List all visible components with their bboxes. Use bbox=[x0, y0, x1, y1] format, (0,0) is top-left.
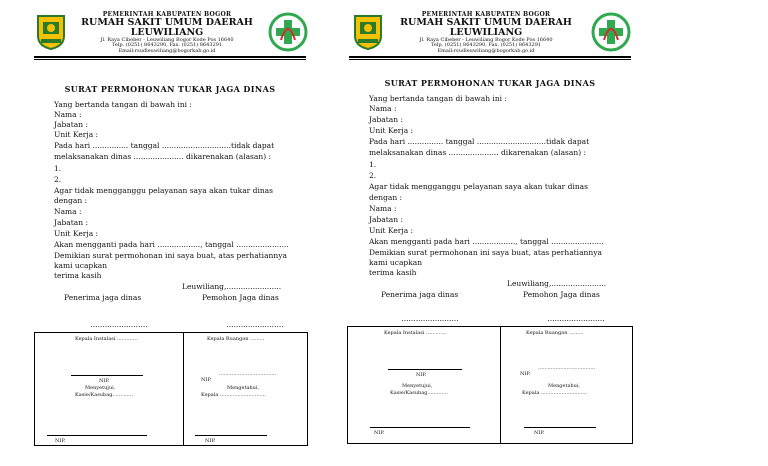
name-field-2: Nama : bbox=[54, 207, 82, 216]
approve-label: Menyetujui, bbox=[402, 383, 433, 389]
position-field-2: Jabatan : bbox=[54, 218, 88, 227]
head-division: Kasie/Kasubag............. bbox=[75, 392, 134, 398]
replace-line: Akan mengganti pada hari .................., tanggal ...................... bbox=[54, 240, 289, 249]
with-label: dengan : bbox=[369, 193, 403, 202]
letterhead-text bbox=[64, 12, 270, 54]
closing-line-2: kami ucapkan bbox=[54, 261, 108, 270]
applicant-signature-dots: ........................ bbox=[547, 314, 605, 323]
signature-dots-2: .................................... bbox=[219, 371, 277, 377]
head-division: Kasie/Kasubag............. bbox=[390, 390, 449, 396]
with-label: dengan : bbox=[54, 196, 88, 205]
know-label: Mengetahui, bbox=[227, 385, 260, 391]
nip-label-4: NIP. bbox=[534, 430, 545, 436]
signature-dots-2: .................................... bbox=[538, 365, 596, 371]
thanks-text: terima kasih bbox=[369, 268, 417, 277]
letterhead-rule-thin bbox=[34, 59, 306, 60]
head-room: Kepala Ruangan ......... bbox=[526, 330, 584, 336]
know-label: Mengetahui, bbox=[548, 383, 581, 389]
government-name: PEMERINTAH KABUPATEN BOGOR bbox=[421, 11, 551, 18]
bogor-regency-logo bbox=[36, 14, 66, 50]
intro-text: Yang bertanda tangan di bawah ini : bbox=[54, 100, 192, 109]
nip-label-4: NIP. bbox=[205, 438, 216, 444]
signature-line-4 bbox=[524, 427, 596, 428]
day-line: Pada hari ............... tanggal .............................tidak dapat bbox=[369, 137, 590, 146]
unit-field: Unit Kerja : bbox=[369, 126, 414, 135]
health-cross-logo bbox=[591, 12, 631, 52]
day-line: Pada hari ............... tanggal .............................tidak dapat bbox=[54, 141, 275, 150]
reason-item-2: 2. bbox=[54, 175, 62, 184]
replace-line: Akan mengganti pada hari .................., tanggal ...................... bbox=[369, 237, 604, 246]
hospital-phone: Telp. (0251) 8643290, Fax. (0251) 8643291 bbox=[111, 42, 223, 49]
request-line: Agar tidak mengganggu pelayanan saya akan tukar dinas bbox=[369, 182, 589, 191]
receiver-signature-dots: ........................ bbox=[90, 320, 148, 329]
place-date: Leuwiliang,....................... bbox=[507, 279, 607, 288]
letterhead-text bbox=[383, 12, 589, 54]
signature-line-3 bbox=[47, 435, 147, 436]
hospital-email: Email:rsudleuwiliang@bogorkab.go.id bbox=[437, 47, 535, 54]
hospital-name: RUMAH SAKIT UMUM DAERAH LEUWILIANG bbox=[81, 17, 253, 39]
applicant-label: Pemohon Jaga dinas bbox=[523, 290, 600, 299]
form-title: SURAT PERMOHONAN TUKAR JAGA DINAS bbox=[384, 78, 596, 88]
document-left bbox=[30, 8, 310, 448]
unit-field: Unit Kerja : bbox=[54, 130, 99, 139]
nip-label-1: NIP. bbox=[416, 372, 427, 378]
reason-item-1: 1. bbox=[54, 164, 62, 173]
unit-field-2: Unit Kerja : bbox=[54, 229, 99, 238]
request-line: Agar tidak mengganggu pelayanan saya akan tukar dinas bbox=[54, 186, 274, 195]
place-date: Leuwiliang,....................... bbox=[182, 282, 282, 291]
name-field: Nama : bbox=[54, 110, 82, 119]
letterhead-rule-thin bbox=[349, 59, 631, 60]
letterhead bbox=[345, 8, 635, 68]
approval-divider bbox=[183, 333, 184, 445]
health-cross-logo bbox=[268, 12, 308, 52]
thanks-text: terima kasih bbox=[54, 271, 102, 280]
signature-line-4 bbox=[195, 435, 267, 436]
closing-line-2: kami ucapkan bbox=[369, 258, 423, 267]
head-installation: Kepala Instalasi ............. bbox=[75, 336, 138, 342]
nip-label-3: NIP. bbox=[374, 430, 385, 436]
intro-text: Yang bertanda tangan di bawah ini : bbox=[369, 94, 507, 103]
hospital-email: Email:rsudleuwiliang@bogorkab.go.id bbox=[118, 47, 216, 54]
head-installation: Kepala Instalasi ............. bbox=[384, 330, 447, 336]
bogor-regency-logo bbox=[353, 14, 383, 50]
letterhead-rule bbox=[349, 56, 631, 58]
head-label: Kepala ............................. bbox=[201, 392, 267, 398]
hospital-address: Jl. Raya Cibeber - Leuwiliang Bogor Kode Pos 16640 bbox=[100, 37, 234, 44]
unit-field-2: Unit Kerja : bbox=[369, 226, 414, 235]
approval-box bbox=[347, 326, 633, 444]
reason-item-2: 2. bbox=[369, 171, 377, 180]
name-field: Nama : bbox=[369, 104, 397, 113]
hospital-address: Jl. Raya Cibeber - Leuwiliang Bogor Kode Pos 16640 bbox=[419, 37, 553, 44]
position-field: Jabatan : bbox=[54, 120, 88, 129]
approval-divider bbox=[500, 327, 501, 443]
approve-label: Menyetujui, bbox=[85, 385, 116, 391]
document-right bbox=[345, 8, 635, 448]
reason-line: melaksanakan dinas ..................... dikarenakan (alasan) : bbox=[54, 152, 272, 161]
applicant-label: Pemohon Jaga dinas bbox=[202, 293, 279, 302]
signature-line-1 bbox=[71, 375, 143, 376]
receiver-label: Penerima jaga dinas bbox=[381, 290, 459, 299]
letterhead bbox=[30, 8, 310, 68]
applicant-signature-dots: ........................ bbox=[226, 320, 284, 329]
government-name: PEMERINTAH KABUPATEN BOGOR bbox=[102, 11, 232, 18]
reason-item-1: 1. bbox=[369, 160, 377, 169]
nip-label-2: NIP. bbox=[520, 371, 531, 377]
nip-label-3: NIP. bbox=[55, 438, 66, 444]
receiver-label: Penerima jaga dinas bbox=[64, 293, 142, 302]
nip-label-1: NIP. bbox=[99, 378, 110, 384]
approval-box bbox=[34, 332, 308, 446]
nip-label-2: NIP. bbox=[201, 377, 212, 383]
name-field-2: Nama : bbox=[369, 204, 397, 213]
position-field: Jabatan : bbox=[369, 115, 403, 124]
position-field-2: Jabatan : bbox=[369, 215, 403, 224]
head-room: Kepala Ruangan ......... bbox=[207, 336, 265, 342]
reason-line: melaksanakan dinas ..................... dikarenakan (alasan) : bbox=[369, 148, 587, 157]
signature-line-1 bbox=[388, 369, 462, 370]
closing-line: Demikian surat permohonan ini saya buat, atas perhatiannya bbox=[369, 248, 602, 257]
head-label: Kepala ............................. bbox=[522, 390, 588, 396]
form-title: SURAT PERMOHONAN TUKAR JAGA DINAS bbox=[64, 84, 276, 94]
hospital-name: RUMAH SAKIT UMUM DAERAH LEUWILIANG bbox=[400, 17, 572, 39]
receiver-signature-dots: ........................ bbox=[401, 314, 459, 323]
hospital-phone: Telp. (0251) 8643290, Fax. (0251) 8643291 bbox=[430, 42, 542, 49]
signature-line-3 bbox=[370, 427, 470, 428]
letterhead-rule bbox=[34, 56, 306, 58]
closing-line: Demikian surat permohonan ini saya buat, atas perhatiannya bbox=[54, 251, 287, 260]
